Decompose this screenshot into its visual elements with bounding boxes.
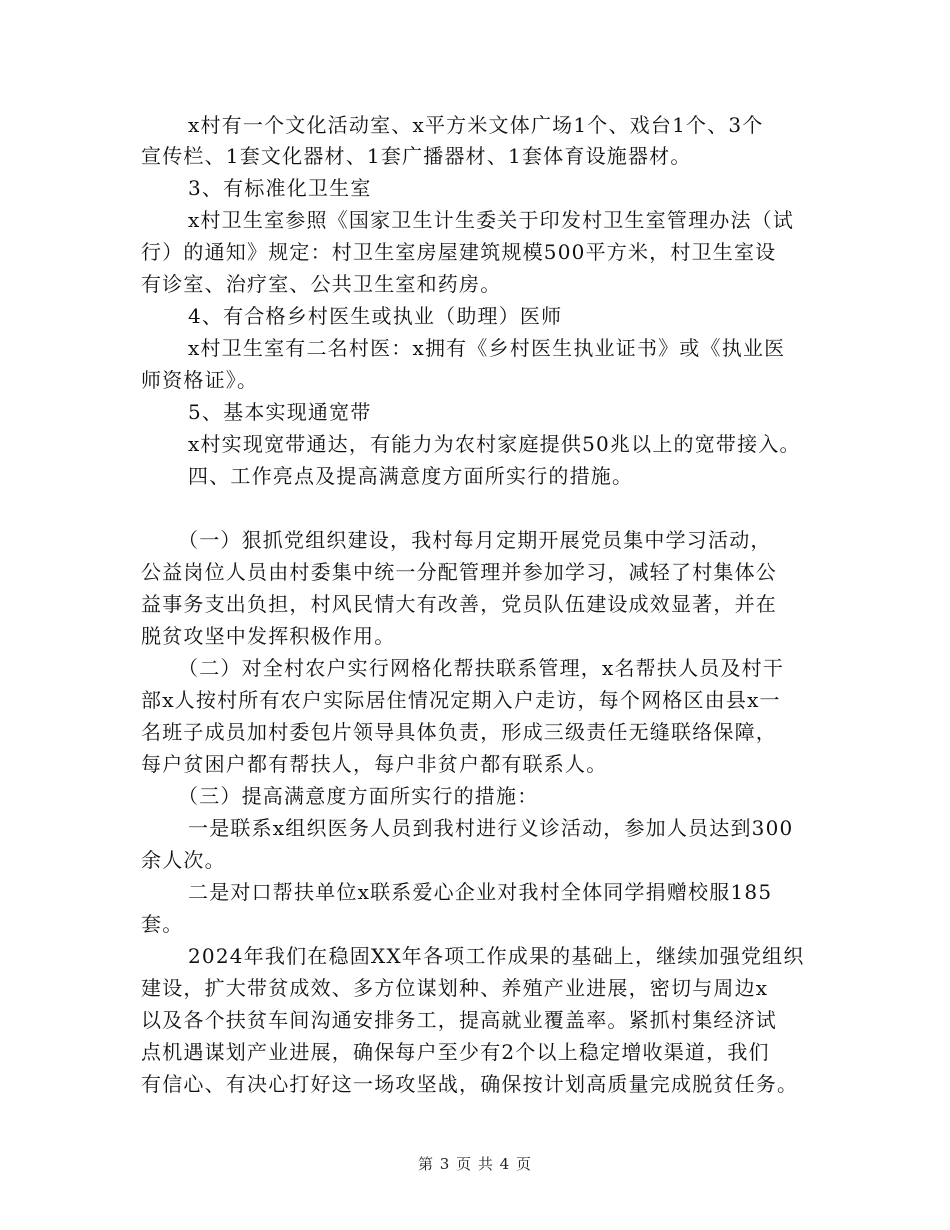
body-line: 有信心、有决心打好这一场攻坚战，确保按计划高质量完成脱贫任务。	[141, 1072, 799, 1096]
body-line: （一）狠抓党组织建设，我村每月定期开展党员集中学习活动，	[178, 528, 772, 552]
body-line: 名班子成员加村委包片领导具体负责，形成三级责任无缝联络保障，	[141, 720, 777, 744]
section-heading: 4、有合格乡村医生或执业（助理）医师	[188, 304, 563, 328]
body-line: 脱贫攻坚中发挥积极作用。	[141, 624, 396, 648]
body-line: 二是对口帮扶单位x联系爱心企业对我村全体同学捐赠校服185	[188, 880, 773, 904]
body-line: 2024年我们在稳固XX年各项工作成果的基础上，继续加强党组织	[188, 944, 805, 968]
body-line: 一是联系x组织医务人员到我村进行义诊活动，参加人员达到300	[188, 816, 794, 840]
body-line: 余人次。	[141, 848, 226, 872]
body-line: x村有一个文化活动室、x平方米文体广场1个、戏台1个、3个	[188, 113, 764, 137]
body-line: 有诊室、治疗室、公共卫生室和药房。	[141, 272, 502, 296]
body-line: 行）的通知》规定：村卫生室房屋建筑规模500平方米，村卫生室设	[141, 240, 777, 264]
section-heading: 3、有标准化卫生室	[188, 176, 372, 200]
body-line: x村卫生室有二名村医：x拥有《乡村医生执业证书》或《执业医	[188, 336, 786, 360]
body-line: 以及各个扶贫车间沟通安排务工，提高就业覆盖率。紧抓村集经济试	[141, 1008, 777, 1032]
page-footer: 第 3 页 共 4 页	[418, 1155, 532, 1173]
body-line: 点机遇谋划产业进展，确保每户至少有2个以上稳定增收渠道，我们	[141, 1040, 770, 1064]
section-heading: 5、基本实现通宽带	[188, 400, 372, 424]
body-line: 套。	[141, 912, 184, 936]
body-line: 建设，扩大带贫成效、多方位谋划种、养殖产业进展，密切与周边x	[141, 976, 769, 1000]
body-line: 宣传栏、1套文化器材、1套广播器材、1套体育设施器材。	[141, 144, 692, 168]
body-line: 每户贫困户都有帮扶人，每户非贫户都有联系人。	[141, 752, 608, 776]
body-line: （二）对全村农户实行网格化帮扶联系管理，x名帮扶人员及村干	[178, 656, 785, 680]
body-line: x村实现宽带通达，有能力为农村家庭提供50兆以上的宽带接入。	[188, 432, 801, 456]
body-line: 部x人按村所有农户实际居住情况定期入户走访，每个网格区由县x一	[141, 688, 781, 712]
section-heading: （三）提高满意度方面所实行的措施：	[178, 784, 539, 808]
body-line: x村卫生室参照《国家卫生计生委关于印发村卫生室管理办法（试	[188, 208, 795, 232]
section-heading: 四、工作亮点及提高满意度方面所实行的措施。	[188, 464, 634, 488]
body-line: 师资格证》。	[141, 368, 259, 392]
body-line: 益事务支出负担，村风民情大有改善，党员队伍建设成效显著，并在	[141, 592, 777, 616]
body-line: 公益岗位人员由村委集中统一分配管理并参加学习，减轻了村集体公	[141, 560, 777, 584]
